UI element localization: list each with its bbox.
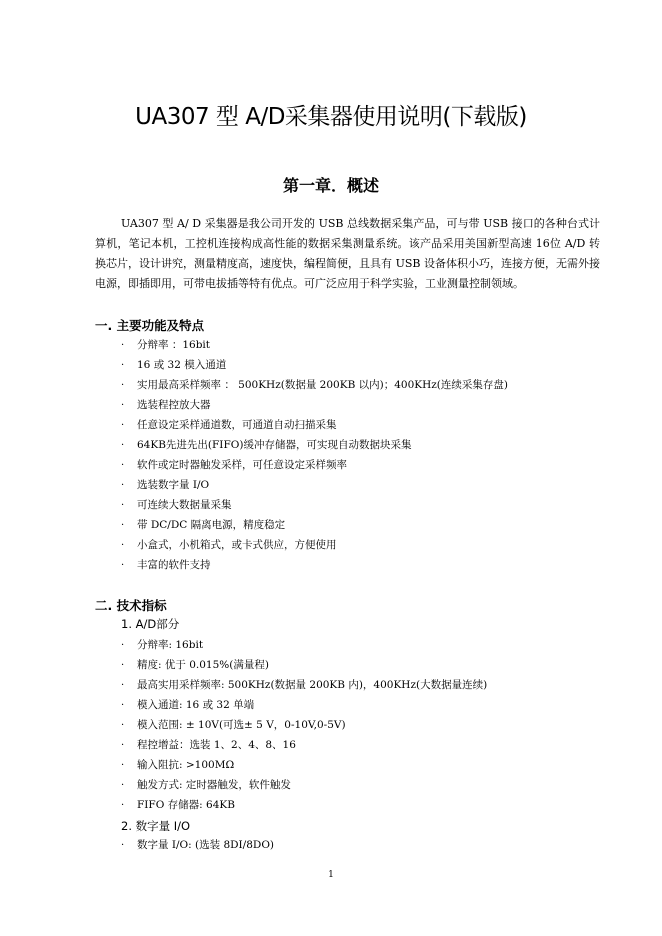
list-item [121,795,487,815]
list-item [121,535,508,555]
bullet-icon: · [121,540,125,551]
list-item-text: 模入通道: 16 或 32 单端 [137,699,255,711]
list-item [121,395,508,415]
list-item-text: 16 或 32 模入通道 [137,359,227,371]
list-item [121,495,508,515]
list-item [121,335,508,355]
list-item-text: FIFO 存储器: 64KB [137,799,235,811]
bullet-icon: · [121,640,125,651]
dio-spec-list [121,835,274,855]
list-item-text: 精度: 优于 0.015%(满量程) [137,659,269,671]
bullet-icon: · [121,560,125,571]
list-item-text: 实用最高采样频率 ： 500KHz(数据量 200KB 以内)；400KHz(连续采集存盘) [137,379,508,391]
list-item-text: 带 DC/DC 隔离电源，精度稳定 [137,519,286,531]
bullet-icon: · [121,340,125,351]
bullet-icon: · [121,840,125,851]
bullet-icon: · [121,500,125,511]
bullet-icon: · [121,760,125,771]
bullet-icon: · [121,800,125,811]
list-item-text: 程控增益：选装 1、2、4、8、16 [137,739,296,751]
bullet-icon: · [121,720,125,731]
list-item-text: 模入范围: ± 10V(可选± 5 V，0-10V,0-5V) [137,719,346,731]
list-item-text: 任意设定采样通道数，可通道自动扫描采集 [137,419,337,431]
list-item [121,355,508,375]
list-item-text: 可连续大数据量采集 [137,499,232,511]
subsection-heading-dio: 2. 数字量 I/O [121,819,191,833]
page-number: 1 [328,870,334,880]
list-item [121,455,508,475]
bullet-icon: · [121,420,125,431]
list-item-text: 分辩率: 16bit [137,639,204,651]
chapter-title: 第一章．概述 [282,176,379,195]
bullet-icon: · [121,700,125,711]
list-item-text: 选装数字量 I/O [137,479,210,491]
list-item-text: 64KB先进先出(FIFO)缓冲存储器，可实现自动数据块采集 [137,439,412,451]
bullet-icon: · [121,780,125,791]
bullet-icon: · [121,740,125,751]
list-item [121,375,508,395]
bullet-icon: · [121,520,125,531]
list-item-text: 分辩率 ：16bit [137,339,210,351]
ad-spec-list [121,635,487,815]
list-item-text: 最高实用采样频率: 500KHz(数据量 200KB 内)，400KHz(大数据量连续) [137,679,488,691]
list-item [121,715,487,735]
bullet-icon: · [121,440,125,451]
list-item-text: 输入阻抗: >100MΩ [137,759,235,771]
list-item [121,675,487,695]
list-item-text: 触发方式: 定时器触发，软件触发 [137,779,291,791]
bullet-icon: · [121,660,125,671]
list-item [121,755,487,775]
list-item [121,735,487,755]
list-item [121,515,508,535]
features-list [121,335,508,575]
list-item-text: 小盒式，小机箱式，或卡式供应，方便使用 [137,539,337,551]
list-item [121,475,508,495]
list-item [121,435,508,455]
bullet-icon: · [121,400,125,411]
subsection-heading-ad: 1. A/D部分 [121,617,180,631]
document-title: UA307 型 A/D采集器使用说明(下载版) [135,104,527,130]
bullet-icon: · [121,380,125,391]
section-heading-specs: 二. 技术指标 [95,598,167,613]
list-item-text: 数字量 I/O: (选装 8DI/8DO) [137,839,275,851]
section-heading-features: 一. 主要功能及特点 [95,318,205,333]
list-item [121,775,487,795]
list-item [121,695,487,715]
bullet-icon: · [121,680,125,691]
bullet-icon: · [121,360,125,371]
list-item [121,655,487,675]
list-item [121,835,274,855]
list-item [121,635,487,655]
bullet-icon: · [121,460,125,471]
list-item [121,415,508,435]
bullet-icon: · [121,480,125,491]
list-item [121,555,508,575]
list-item-text: 软件或定时器触发采样，可任意设定采样频率 [137,459,347,471]
intro-paragraph: UA307 型 A/ D 采集器是我公司开发的 USB 总线数据采集产品，可与带 USB 接口的各种台式计算机，笔记本机，工控机连接构成高性能的数据采集测量系统。该产品采用美国新型高速 16位 A/D 转换芯片，设计讲究，测量精度高，速度快，编程简便，且具有 USB 设备体积小巧，连接方便，无需外接电源，即插即用，可带电拔插等特有优点。可广泛应用于科学实验，工业测量控制领域。 [95,217,600,290]
list-item-text: 丰富的软件支持 [137,559,211,571]
list-item-text: 选装程控放大器 [137,399,211,411]
